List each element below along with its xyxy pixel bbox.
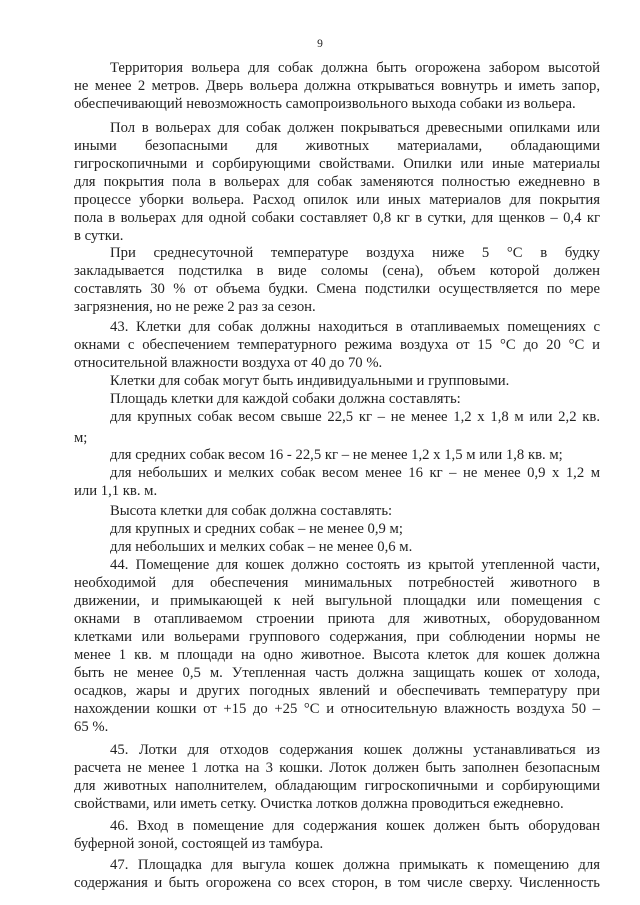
text-line: клетками или вольерами группового содержания, при соблюдении нормы не [74, 629, 600, 645]
text-line: гигроскопичными и сорбирующими свойствами. Опилки или иные материалы [74, 156, 600, 172]
text-line: для средних собак весом 16 - 22,5 кг – не менее 1,2 х 1,5 м или 1,8 кв. м; [110, 447, 563, 463]
text-line: При среднесуточной температуре воздуха ниже 5 °С в будку [110, 245, 600, 261]
text-line: Площадь клетки для каждой собаки должна составлять: [110, 391, 461, 407]
text-line: расчета не менее 1 лотка на 3 кошки. Лоток должен быть заполнен безопасным [74, 760, 600, 776]
text-line: движении, и примыкающей к ней выгульной площадки или помещения с [74, 593, 600, 609]
text-line: быть не менее 0,5 м. Утепленная часть должна защищать кошек от холода, [74, 665, 600, 681]
text-line: составлять 30 % от объема будки. Смена подстилки осуществляется по мере [74, 281, 600, 297]
text-line: загрязнения, но не реже 2 раз за сезон. [74, 299, 316, 315]
text-line: Высота клетки для собак должна составлять: [110, 503, 393, 519]
text-line: 43. Клетки для собак должны находиться в отапливаемых помещениях с [110, 319, 600, 335]
text-line: для крупных собак весом свыше 22,5 кг – не менее 1,2 х 1,8 м или 2,2 кв. [110, 409, 600, 425]
text-line: закладывается подстилка в виде соломы (сена), объем которой должен [74, 263, 600, 279]
text-line: 45. Лотки для отходов содержания кошек должны устанавливаться из [110, 742, 600, 758]
text-line: для небольших и мелких собак – не менее 0,6 м. [110, 539, 413, 555]
text-line: в сутки. [74, 228, 124, 244]
page-number: 9 [317, 38, 323, 50]
text-line: окнами в отапливаемом строении приюта для животных, оборудованном [74, 611, 600, 627]
text-line: иными безопасными для животных материалами, обладающими [74, 138, 600, 154]
text-line: 44. Помещение для кошек должно состоять из крытой утепленной части, [110, 557, 600, 573]
text-line: относительной влажности воздуха от 40 до 70 %. [74, 355, 383, 371]
text-line: для крупных и средних собак – не менее 0,9 м; [110, 521, 403, 537]
text-line: не менее 2 метров. Дверь вольера должна открываться вовнутрь и иметь запор, [74, 78, 600, 94]
text-line: осадков, жары и других погодных явлений и обеспечивать температуру при [74, 683, 600, 699]
text-line: Клетки для собак могут быть индивидуальными и групповыми. [110, 373, 510, 389]
text-line: менее 1 кв. м площади на одно животное. Высота клеток для кошек должна [74, 647, 600, 663]
text-line: Пол в вольерах для собак должен покрываться древесными опилками или [110, 120, 600, 136]
text-line: 65 %. [74, 719, 109, 735]
text-line: буферной зоной, состоящей из тамбура. [74, 836, 324, 852]
text-line: обеспечивающий невозможность самопроизвольного выхода собаки из вольера. [74, 96, 576, 112]
text-line: свойствами, или иметь сетку. Очистка лотков должна проводиться ежедневно. [74, 796, 564, 812]
text-line: содержания и быть огорожена со всех сторон, в том числе сверху. Численность [74, 875, 600, 891]
text-line: 46. Вход в помещение для содержания кошек должен быть оборудован [110, 818, 600, 834]
text-line: окнами с обеспечением температурного режима воздуха от 15 °С до 20 °С и [74, 337, 600, 353]
text-line: процессе уборки вольера. Расход опилок или иных материалов для покрытия [74, 192, 600, 208]
text-line: для небольших и мелких собак весом менее 16 кг – не менее 0,9 х 1,2 м [110, 465, 600, 481]
text-line: или 1,1 кв. м. [74, 483, 158, 499]
text-line: нахождении кошки от +15 до +25 °С и относительную влажность воздуха 50 – [74, 701, 600, 717]
text-line: 47. Площадка для выгула кошек должна примыкать к помещению для [110, 857, 600, 873]
text-line: пола в вольерах для одной собаки составляет 0,8 кг в сутки, для щенков – 0,4 кг [74, 210, 600, 226]
text-line: Территория вольера для собак должна быть огорожена забором высотой [110, 60, 600, 76]
text-line: м; [74, 430, 88, 446]
text-line: для животных наполнителем, обладающим гигроскопичными и сорбирующими [74, 778, 600, 794]
text-line: для покрытия пола в вольерах для собак заменяются полностью ежедневно в [74, 174, 600, 190]
text-line: необходимой для обеспечения минимальных потребностей животного в [74, 575, 600, 591]
